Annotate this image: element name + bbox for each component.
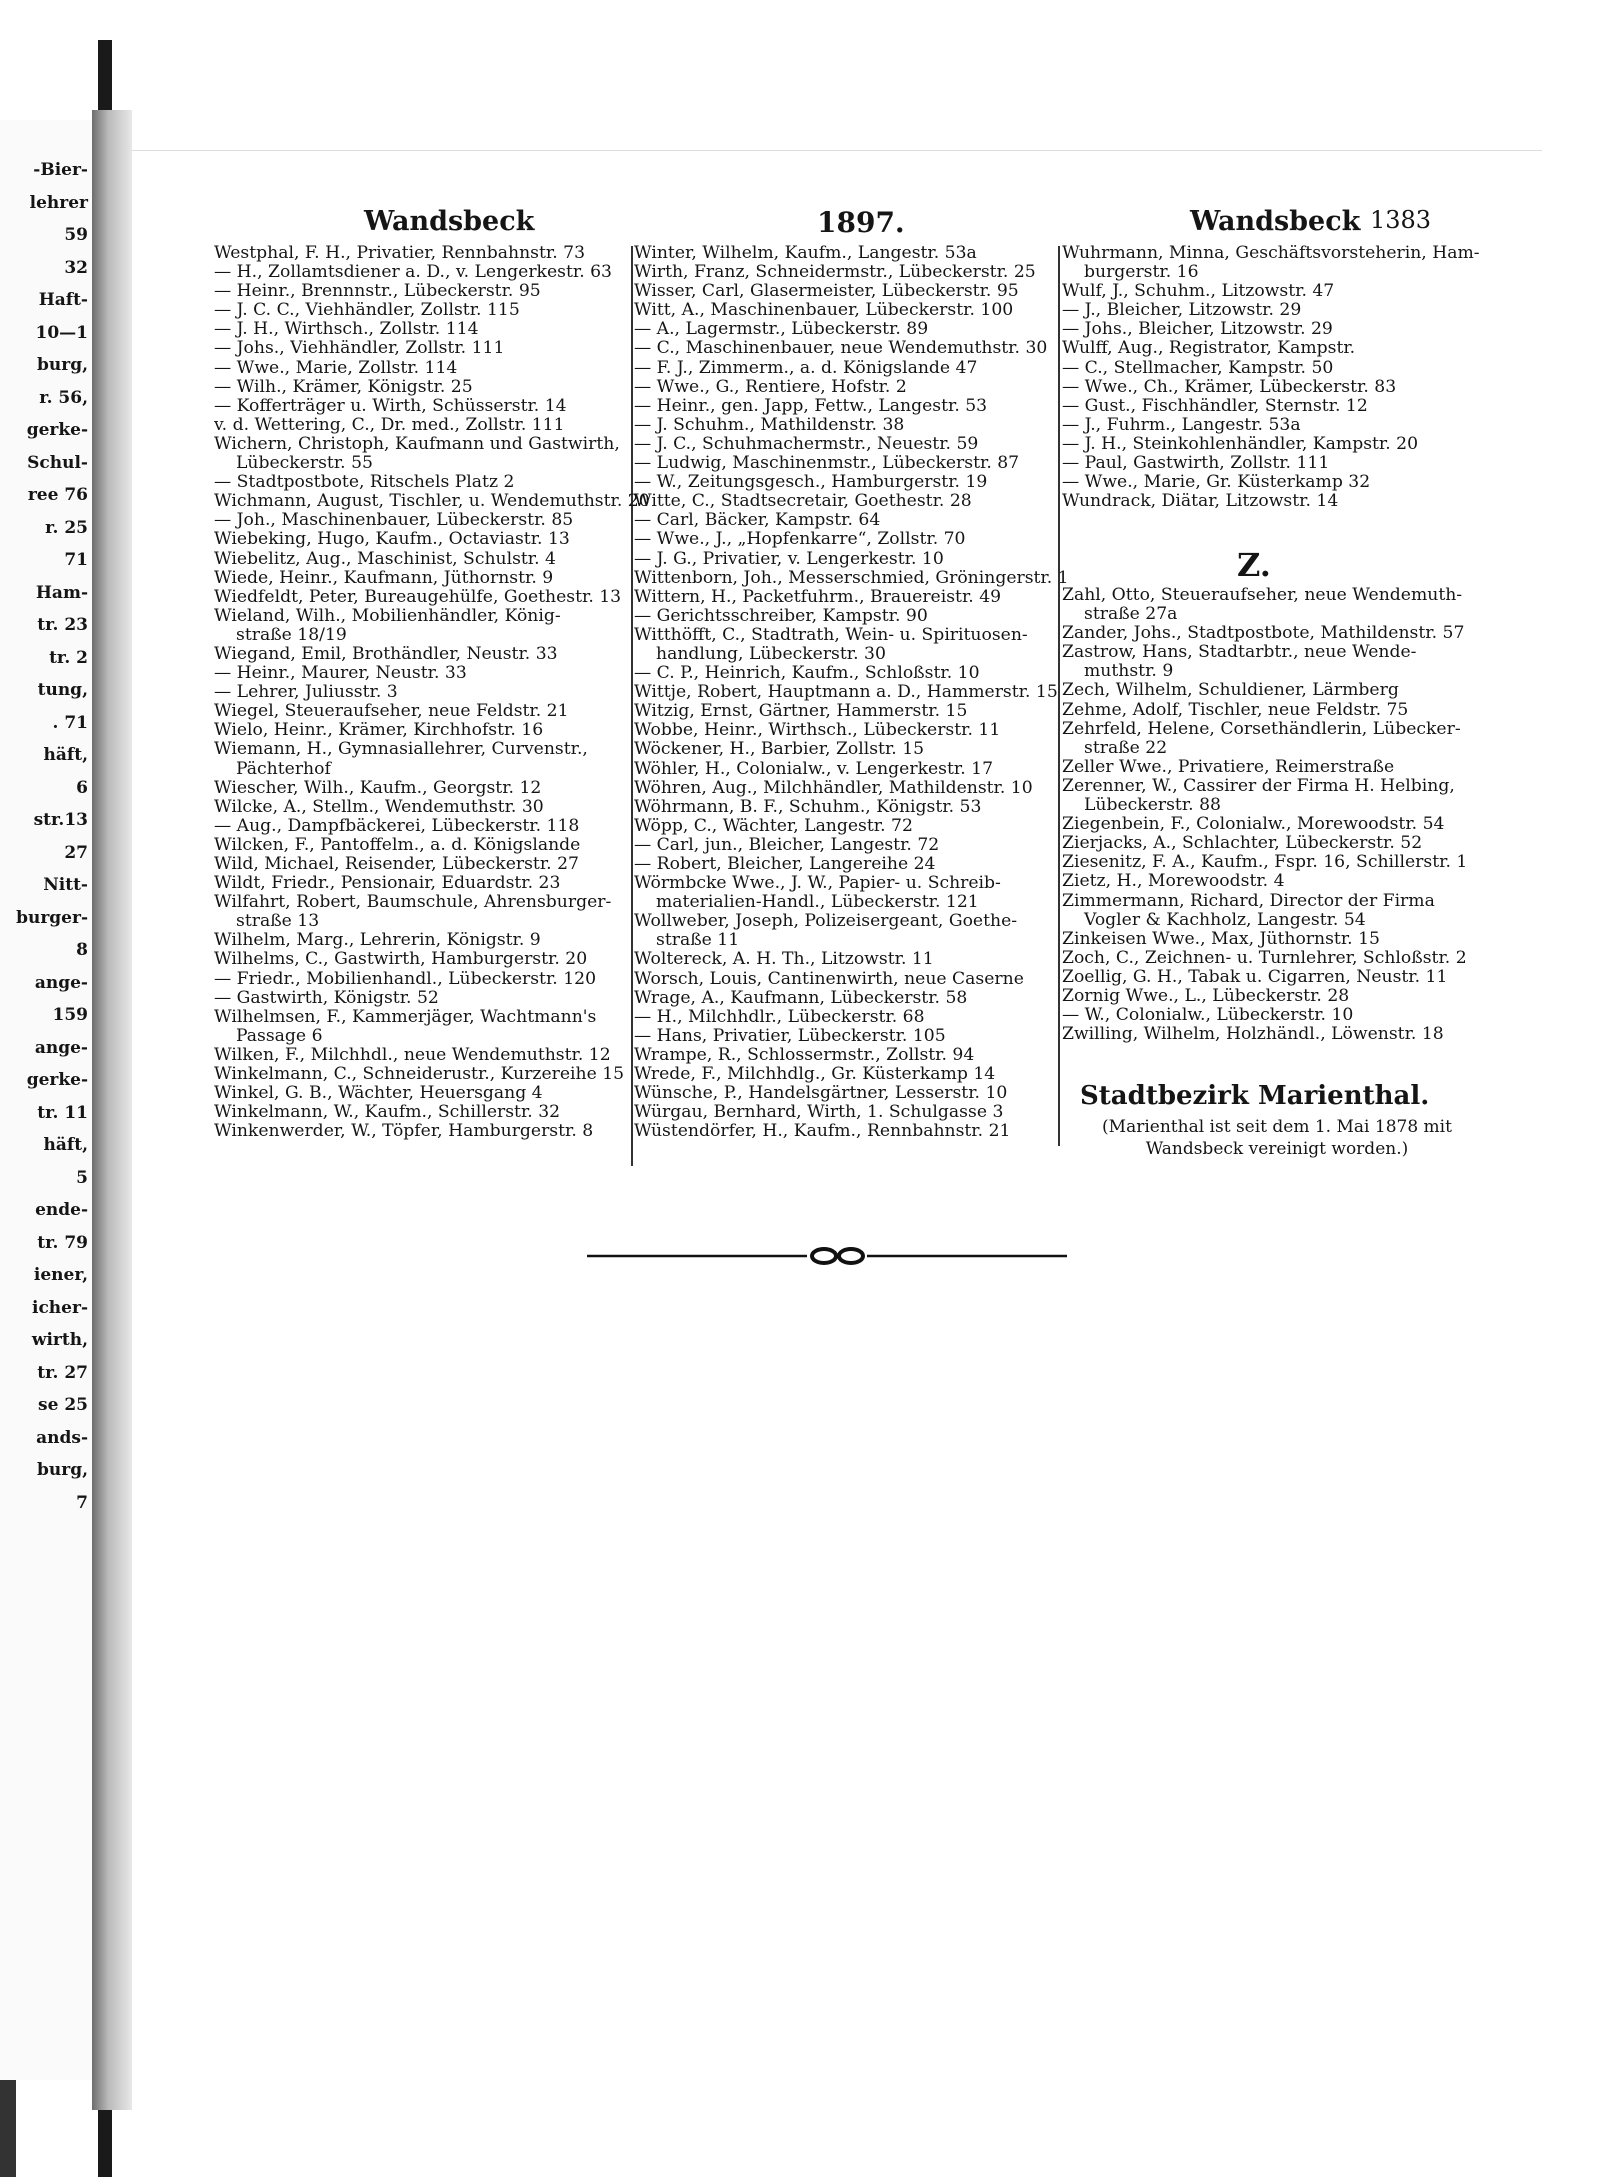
prev-page-fragment: gerke-	[26, 420, 88, 440]
directory-entry: — H., Zollamtsdiener a. D., v. Lengerkestr. 63	[214, 263, 612, 283]
directory-entry: Woltereck, A. H. Th., Litzowstr. 11	[634, 950, 934, 970]
prev-page-fragment: burg,	[36, 355, 88, 375]
directory-entry: — Joh., Maschinenbauer, Lübeckerstr. 85	[214, 511, 574, 531]
prev-page-fragment: 7	[76, 1492, 88, 1513]
prev-page-fragment: r. 25	[45, 517, 88, 538]
directory-entry: Zerenner, W., Cassirer der Firma H. Helbing,	[1062, 776, 1455, 796]
running-title-left: Wandsbeck	[364, 206, 535, 237]
directory-entry: — Aug., Dampfbäckerei, Lübeckerstr. 118	[214, 816, 580, 836]
directory-entry: Wichmann, August, Tischler, u. Wendemuthstr. 20	[214, 492, 650, 512]
directory-entry: — Friedr., Mobilienhandl., Lübeckerstr. 120	[214, 969, 597, 989]
directory-entry: Wundrack, Diätar, Litzowstr. 14	[1062, 492, 1339, 512]
prev-page-fragment: tr. 27	[37, 1362, 88, 1383]
directory-entry: — Lehrer, Juliusstr. 3	[214, 683, 398, 703]
prev-page-fragment: -Bier-	[33, 160, 88, 180]
directory-entry: — C., Maschinenbauer, neue Wendemuthstr. 30	[634, 339, 1048, 359]
directory-entry: — Heinr., Brennnstr., Lübeckerstr. 95	[214, 282, 541, 302]
directory-entry: — Wwe., Marie, Zollstr. 114	[214, 358, 458, 378]
prev-page-fragment: häft,	[43, 745, 88, 765]
directory-entry: muthstr. 9	[1084, 662, 1174, 682]
directory-entry: Wiescher, Wilh., Kaufm., Georgstr. 12	[214, 778, 542, 798]
directory-entry: Winter, Wilhelm, Kaufm., Langestr. 53a	[634, 244, 977, 263]
prev-page-fragment: iener,	[33, 1265, 88, 1285]
directory-entry: Wuhrmann, Minna, Geschäftsvorsteherin, Ham-	[1062, 244, 1480, 263]
prev-page-fragment: Schul-	[27, 452, 88, 473]
directory-entry: Wilcke, A., Stellm., Wendemuthstr. 30	[214, 797, 544, 817]
directory-entry: Zoellig, G. H., Tabak u. Cigarren, Neustr. 11	[1062, 967, 1448, 987]
letter-heading: Z.	[1237, 546, 1271, 584]
directory-entry: — Robert, Bleicher, Langereihe 24	[634, 855, 936, 874]
directory-entry: Wiegel, Steueraufseher, neue Feldstr. 21	[214, 702, 569, 722]
column-2	[634, 244, 1079, 1141]
directory-entry: Wöhren, Aug., Milchhändler, Mathildenstr. 10	[634, 778, 1033, 798]
directory-entry: — W., Zeitungsgesch., Hamburgerstr. 19	[634, 473, 988, 493]
directory-entry: Wildt, Friedr., Pensionair, Eduardstr. 23	[214, 874, 561, 894]
prev-page-fragment: gerke-	[26, 1070, 88, 1090]
directory-entry: Wittenborn, Joh., Messerschmied, Gröningerstr. 1	[634, 568, 1069, 588]
directory-entry: Wobbe, Heinr., Wirthsch., Lübeckerstr. 11	[634, 721, 1001, 741]
directory-entry: Witzig, Ernst, Gärtner, Hammerstr. 15	[634, 702, 968, 722]
prev-page-fragment: 6	[76, 777, 88, 798]
directory-entry: Zander, Johs., Stadtpostbote, Mathildenstr. 57	[1062, 624, 1465, 644]
directory-entry: — Wwe., J., „Hopfenkarre“, Zollstr. 70	[634, 530, 966, 550]
directory-entry: — Heinr., Maurer, Neustr. 33	[214, 664, 467, 684]
directory-entry: Würgau, Bernhard, Wirth, 1. Schulgasse 3	[634, 1103, 1004, 1123]
previous-page-edge	[0, 120, 94, 2080]
directory-entry: Lübeckerstr. 55	[236, 454, 373, 474]
page-number: 1383	[1370, 206, 1432, 234]
prev-page-fragment: wirth,	[31, 1330, 88, 1350]
directory-entry: straße 27a	[1084, 605, 1178, 625]
prev-page-fragment: tr. 79	[37, 1232, 88, 1253]
directory-entry: — Stadtpostbote, Ritschels Platz 2	[214, 473, 515, 493]
directory-entry: — Wilh., Krämer, Königstr. 25	[214, 377, 473, 397]
prev-page-fragment: 8	[76, 940, 88, 960]
prev-page-fragment: Nitt-	[43, 875, 88, 895]
directory-entry: Wollweber, Joseph, Polizeisergeant, Goethe-	[634, 912, 1018, 932]
directory-entry: Zehrfeld, Helene, Corsethändlerin, Lübecker-	[1062, 719, 1461, 739]
prev-page-fragment: tr. 11	[37, 1102, 88, 1123]
directory-entry: straße 18/19	[236, 625, 347, 645]
directory-entry: — Wwe., Ch., Krämer, Lübeckerstr. 83	[1062, 377, 1397, 397]
directory-entry: Witte, C., Stadtsecretair, Goethestr. 28	[634, 492, 972, 512]
directory-entry: — W., Colonialw., Lübeckerstr. 10	[1062, 1006, 1354, 1026]
directory-entry: Vogler & Kachholz, Langestr. 54	[1084, 910, 1366, 930]
prev-page-fragment: ende-	[35, 1200, 88, 1220]
directory-entry: Winkel, G. B., Wächter, Heuersgang 4	[214, 1084, 543, 1104]
directory-entry: Wild, Michael, Reisender, Lübeckerstr. 27	[214, 855, 579, 874]
ornament-divider	[587, 1244, 1107, 1268]
directory-entry: Wichern, Christoph, Kaufmann und Gastwirth,	[214, 434, 620, 454]
directory-entry: Zimmermann, Richard, Director der Firma	[1062, 891, 1435, 911]
directory-entry: — J., Bleicher, Litzowstr. 29	[1062, 301, 1302, 321]
directory-entry: Zech, Wilhelm, Schuldiener, Lärmberg	[1062, 681, 1399, 701]
directory-entry: Winkelmann, W., Kaufm., Schillerstr. 32	[214, 1103, 561, 1123]
prev-page-fragment: 27	[64, 842, 88, 863]
directory-entry: — C. P., Heinrich, Kaufm., Schloßstr. 10	[634, 664, 980, 684]
scan-bar-left	[0, 2080, 16, 2177]
directory-entry: Wiegand, Emil, Brothändler, Neustr. 33	[214, 644, 558, 664]
directory-entry: Witt, A., Maschinenbauer, Lübeckerstr. 100	[634, 301, 1014, 321]
directory-entry: Zwilling, Wilhelm, Holzhändl., Löwenstr. 18	[1062, 1025, 1444, 1045]
prev-page-fragment: 10—1	[35, 322, 88, 343]
directory-entry: v. d. Wettering, C., Dr. med., Zollstr. 111	[214, 415, 565, 435]
directory-entry: Wiebelitz, Aug., Maschinist, Schulstr. 4	[214, 549, 556, 569]
directory-entry: — H., Milchhdlr., Lübeckerstr. 68	[634, 1007, 925, 1027]
prev-page-fragment: . 71	[52, 712, 88, 733]
directory-entry: Wittje, Robert, Hauptmann a. D., Hammerstr. 15	[634, 683, 1058, 703]
directory-entry: Passage 6	[236, 1026, 323, 1046]
directory-entry: Wilhelms, C., Gastwirth, Hamburgerstr. 20	[214, 950, 588, 970]
directory-entry: Wrage, A., Kaufmann, Lübeckerstr. 58	[634, 988, 968, 1008]
directory-entry: Wiebeking, Hugo, Kaufm., Octaviastr. 13	[214, 530, 570, 550]
directory-entry: — Kofferträger u. Wirth, Schüsserstr. 14	[214, 396, 567, 416]
directory-entry: Ziesenitz, F. A., Kaufm., Fspr. 16, Schillerstr. 1	[1062, 853, 1468, 873]
directory-entry: Wilfahrt, Robert, Baumschule, Ahrensburger-	[214, 893, 612, 913]
directory-entry: — J. Schuhm., Mathildenstr. 38	[634, 415, 905, 435]
column-1	[214, 244, 654, 1141]
directory-entry: Zehme, Adolf, Tischler, neue Feldstr. 75	[1062, 700, 1409, 720]
prev-page-fragment: Haft-	[38, 290, 88, 310]
directory-entry: — J. H., Wirthsch., Zollstr. 114	[214, 320, 479, 340]
directory-entry: Pächterhof	[236, 759, 331, 779]
year: 1897.	[817, 206, 905, 239]
directory-entry: Worsch, Louis, Cantinenwirth, neue Caserne	[634, 969, 1024, 989]
directory-entry: Wrede, F., Milchhdlg., Gr. Küsterkamp 14	[634, 1065, 996, 1085]
directory-entry: — J. H., Steinkohlenhändler, Kampstr. 20	[1062, 434, 1419, 454]
directory-entry: — Carl, Bäcker, Kampstr. 64	[634, 511, 881, 531]
prev-page-fragment: tung,	[37, 680, 88, 700]
prev-page-fragment: burger-	[16, 907, 88, 928]
directory-entry: — Hans, Privatier, Lübeckerstr. 105	[634, 1026, 946, 1046]
directory-entry: materialien-Handl., Lübeckerstr. 121	[656, 893, 979, 913]
directory-entry: — Johs., Viehhändler, Zollstr. 111	[214, 339, 505, 359]
directory-entry: Zierjacks, A., Schlachter, Lübeckerstr. 52	[1062, 834, 1423, 854]
directory-entry: Winkenwerder, W., Töpfer, Hamburgerstr. 8	[214, 1122, 594, 1142]
directory-entry: Zoch, C., Zeichnen- u. Turnlehrer, Schloßstr. 2	[1062, 948, 1467, 968]
directory-entry: Wielo, Heinr., Krämer, Kirchhofstr. 16	[214, 721, 544, 741]
prev-page-fragment: ange-	[34, 972, 88, 993]
section-title: Stadtbezirk Marienthal.	[1080, 1081, 1430, 1111]
directory-entry: — Paul, Gastwirth, Zollstr. 111	[1062, 454, 1330, 474]
directory-entry: Wilcken, F., Pantoffelm., a. d. Königslande	[214, 835, 581, 855]
directory-entry: — J. G., Privatier, v. Lengerkestr. 10	[634, 549, 944, 569]
directory-entry: — Gerichtsschreiber, Kampstr. 90	[634, 606, 928, 626]
prev-page-fragment: 5	[76, 1167, 88, 1188]
section-note: (Marienthal ist seit dem 1. Mai 1878 mit Wandsbeck vereinigt worden.)	[1102, 1117, 1452, 1159]
directory-entry: Wulf, J., Schuhm., Litzowstr. 47	[1062, 282, 1335, 302]
prev-page-fragment: burg,	[36, 1460, 88, 1480]
prev-page-fragment: 71	[64, 550, 88, 570]
prev-page-fragment: tr. 23	[37, 615, 88, 635]
prev-page-fragment: str.13	[33, 810, 88, 830]
directory-entry: Wulff, Aug., Registrator, Kampstr.	[1062, 339, 1356, 359]
directory-entry: Zeller Wwe., Privatiere, Reimerstraße	[1062, 757, 1395, 777]
prev-page-fragment: ree 76	[27, 485, 88, 505]
directory-entry: — Gastwirth, Königstr. 52	[214, 988, 439, 1008]
directory-entry: Zastrow, Hans, Stadtarbtr., neue Wende-	[1062, 643, 1417, 663]
directory-entry: — Johs., Bleicher, Litzowstr. 29	[1062, 320, 1333, 340]
directory-entry: Zahl, Otto, Steueraufseher, neue Wendemuth-	[1062, 586, 1463, 605]
directory-entry: Wirth, Franz, Schneidermstr., Lübeckerstr. 25	[634, 263, 1036, 283]
directory-entry: — J. C., Schuhmachermstr., Neuestr. 59	[634, 434, 979, 454]
directory-entry: — F. J., Zimmerm., a. d. Königslande 47	[634, 358, 978, 378]
prev-page-fragment: icher-	[32, 1297, 88, 1318]
directory-entry: burgerstr. 16	[1084, 263, 1199, 283]
directory-entry: Wittern, H., Packetfuhrm., Brauereistr. 49	[634, 587, 1002, 607]
directory-entry: Wöckener, H., Barbier, Zollstr. 15	[634, 740, 925, 760]
directory-entry: Westphal, F. H., Privatier, Rennbahnstr. 73	[214, 244, 586, 263]
directory-entry: Wünsche, P., Handelsgärtner, Lesserstr. 10	[634, 1084, 1008, 1104]
prev-page-fragment: ands-	[36, 1427, 88, 1448]
directory-entry: Wilhelmsen, F., Kammerjäger, Wachtmann's	[214, 1007, 597, 1027]
directory-entry: Wöhler, H., Colonialw., v. Lengerkestr. 17	[634, 759, 994, 779]
prev-page-fragment: 32	[64, 257, 88, 278]
column-3-z	[1062, 586, 1498, 1044]
directory-entry: Wisser, Carl, Glasermeister, Lübeckerstr. 95	[634, 282, 1019, 302]
directory-entry: Ziegenbein, F., Colonialw., Morewoodstr. 54	[1062, 815, 1445, 835]
prev-page-fragment: se 25	[38, 1395, 88, 1415]
directory-entry: — J. C. C., Viehhändler, Zollstr. 115	[214, 301, 520, 321]
directory-entry: Zornig Wwe., L., Lübeckerstr. 28	[1062, 986, 1350, 1006]
prev-page-fragment: lehrer	[29, 192, 88, 213]
directory-entry: handlung, Lübeckerstr. 30	[656, 644, 886, 664]
directory-entry: Wilhelm, Marg., Lehrerin, Königstr. 9	[214, 931, 541, 951]
directory-entry: — J., Fuhrm., Langestr. 53a	[1062, 415, 1301, 435]
directory-entry: — Wwe., Marie, Gr. Küsterkamp 32	[1062, 473, 1371, 493]
prev-page-fragment: 59	[64, 225, 88, 245]
directory-entry: — Ludwig, Maschinenmstr., Lübeckerstr. 87	[634, 454, 1020, 474]
directory-entry: — C., Stellmacher, Kampstr. 50	[1062, 358, 1334, 378]
directory-entry: — Wwe., G., Rentiere, Hofstr. 2	[634, 377, 907, 397]
directory-entry: Wiede, Heinr., Kaufmann, Jüthornstr. 9	[214, 568, 554, 588]
directory-entry: — A., Lagermstr., Lübeckerstr. 89	[634, 320, 929, 340]
directory-entry: Wieland, Wilh., Mobilienhändler, König-	[214, 606, 561, 626]
directory-entry: straße 22	[1084, 738, 1168, 758]
prev-page-fragment: r. 56,	[39, 387, 88, 408]
column-3-w	[1062, 244, 1498, 511]
directory-entry: Winkelmann, C., Schneiderustr., Kurzereihe 15	[214, 1065, 625, 1085]
prev-page-fragment: ange-	[34, 1037, 88, 1058]
directory-page	[132, 150, 1542, 2111]
running-title-right: Wandsbeck	[1190, 206, 1361, 237]
directory-entry: Wrampe, R., Schlossermstr., Zollstr. 94	[634, 1045, 975, 1065]
directory-entry: Wiedfeldt, Peter, Bureaugehülfe, Goethestr. 13	[214, 587, 622, 607]
prev-page-fragment: tr. 2	[49, 647, 88, 668]
directory-entry: — Heinr., gen. Japp, Fettw., Langestr. 53	[634, 396, 988, 416]
directory-entry: Lübeckerstr. 88	[1084, 796, 1221, 816]
directory-entry: — Gust., Fischhändler, Sternstr. 12	[1062, 396, 1368, 416]
directory-entry: Wöpp, C., Wächter, Langestr. 72	[634, 816, 913, 836]
prev-page-fragment: häft,	[43, 1135, 88, 1155]
directory-entry: Wüstendörfer, H., Kaufm., Rennbahnstr. 21	[634, 1122, 1011, 1142]
directory-entry: Wörmbcke Wwe., J. W., Papier- u. Schreib-	[634, 874, 1001, 894]
directory-entry: Witthöfft, C., Stadtrath, Wein- u. Spirituosen-	[634, 625, 1028, 645]
prev-page-fragment: Ham-	[35, 582, 88, 603]
directory-entry: Wilken, F., Milchhdl., neue Wendemuthstr. 12	[214, 1045, 611, 1065]
prev-page-fragment: 159	[52, 1005, 88, 1025]
directory-entry: Zinkeisen Wwe., Max, Jüthornstr. 15	[1062, 929, 1380, 949]
directory-entry: — Carl, jun., Bleicher, Langestr. 72	[634, 835, 940, 855]
directory-entry: Zietz, H., Morewoodstr. 4	[1062, 872, 1285, 892]
directory-entry: straße 11	[656, 931, 740, 951]
book-binding	[92, 110, 132, 2110]
directory-entry: straße 13	[236, 912, 320, 932]
directory-entry: Wöhrmann, B. F., Schuhm., Königstr. 53	[634, 797, 982, 817]
directory-entry: Wiemann, H., Gymnasiallehrer, Curvenstr.,	[214, 740, 588, 760]
